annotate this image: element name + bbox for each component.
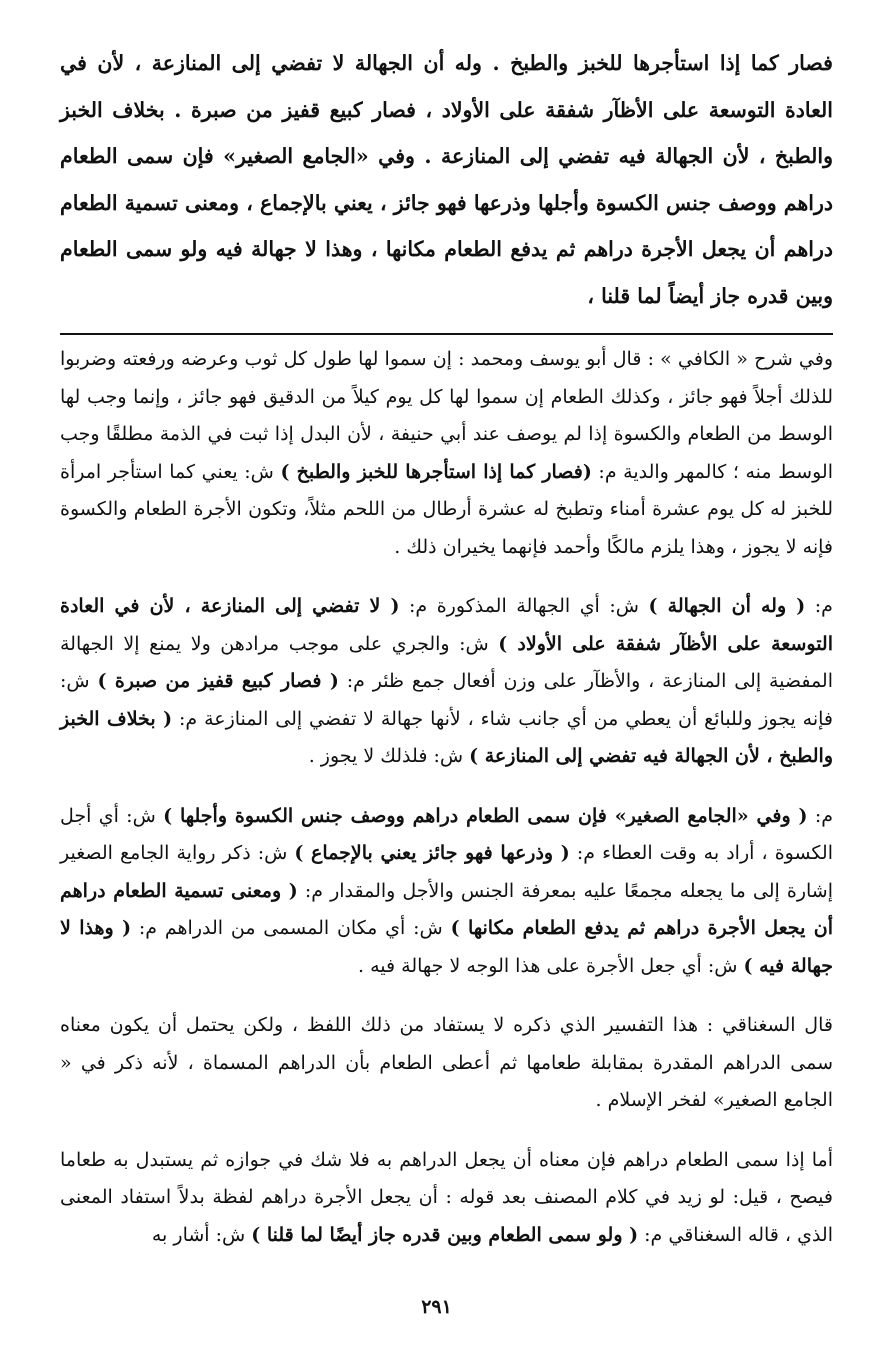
matn-quote: ( لا تفضي إلى المنازعة ، لأن في العادة التوسعة على الأظآر شفقة على الأولاد )	[60, 595, 833, 655]
book-page	[60, 40, 833, 1276]
matn-main-text: فصار كما إذا استأجرها للخبز والطبخ . وله أن الجهالة لا تفضي إلى المنازعة ، لأن في العادة التوسعة على الأظآر شفقة على الأولاد ، فصار كبيع قفيز من صبرة . بخلاف الخبز والطبخ ، لأن الجهالة فيه تفضي إلى المنازعة . وفي «الجامع الصغير» فإن سمى الطعام دراهم ووصف جنس الكسوة وأجلها وذرعها فهو جائز ، يعني بالإجماع ، ومعنى تسمية الطعام دراهم أن يجعل الأجرة دراهم ثم يدفع الطعام مكانها ، وهذا لا جهالة فيه ولو سمى الطعام وبين قدره جاز أيضاً لما قلنا ،	[60, 51, 833, 308]
matn-quote: ( ومعنى تسمية الطعام دراهم أن يجعل الأجرة دراهم ثم يدفع الطعام مكانها )	[60, 879, 833, 939]
matn-quote: ( بخلاف الخبز والطبخ ، لأن الجهالة فيه تفضي إلى المنازعة )	[60, 707, 833, 767]
commentary-text: م:	[814, 595, 833, 617]
commentary-paragraph-3	[60, 798, 833, 986]
matn-quote: ( ولو سمى الطعام وبين قدره جاز أيضًا لما قلنا )	[251, 1223, 639, 1246]
commentary-text: ش: فإنه يجوز وللبائع أن يعطي من أي جانب شاء ، لأنها جهالة لا تفضي إلى المنازعة م:	[60, 670, 833, 730]
matn-quote: (فصار كما إذا استأجرها للخبز والطبخ )	[280, 460, 592, 483]
commentary-text: م:	[814, 804, 833, 827]
commentary-text: ش: يعني كما استأجر امرأة للخبز له كل يوم عشرة أمناء وتطبخ له عشرة أرطال من اللحم مثلاً، وتكون الأجرة الطعام والكسوة فإنه لا يجوز ، وهذا يلزم مالكًا وأحمد فإنهما يخيران ذلك .	[60, 460, 833, 558]
commentary-paragraph-2	[60, 588, 833, 776]
commentary-text: ش: فلذلك لا يجوز .	[308, 745, 464, 767]
commentary-text: ش: والجري على موجب مرادهن ولا يمنع إلا الجهالة المفضية إلى المنازعة ، والأظآر على وزن أفعال جمع ظئر م:	[60, 632, 834, 692]
commentary-text: ش: أشار به	[151, 1223, 246, 1246]
commentary-text: ش: ذكر رواية الجامع الصغير إشارة إلى ما يجعله مجمعًا عليه بمعرفة الجنس والأجل والمقدار م:	[60, 842, 833, 902]
commentary-text: ش: أي مكان المسمى من الدراهم م:	[138, 917, 443, 939]
commentary-paragraph-4: قال السغناقي : هذا التفسير الذي ذكره لا يستفاد من ذلك اللفظ ، ولكن يحتمل أن يكون معناه سمى الدراهم المقدرة بمقابلة طعامها ثم أعطى الطعام بأن الدراهم المسماة ، لأنه ذكر في « الجامع الصغير» لفخر الإسلام .	[60, 1014, 833, 1111]
commentary-text: أما إذا سمى الطعام دراهم فإن معناه أن يجعل الدراهم به فلا شك في جوازه ثم يستبدل به طعاما فيصح ، قيل: لو زيد في كلام المصنف بعد قوله : أن يجعل الأجرة دراهم لفظة بدلاً استفاد المعنى الذي ، قاله السغناقي م:	[60, 1148, 833, 1246]
matn-quote: ( وفي «الجامع الصغير» فإن سمى الطعام دراهم ووصف جنس الكسوة وأجلها )	[163, 804, 808, 827]
commentary-text: وفي شرح « الكافي » : قال أبو يوسف ومحمد : إن سموا لها طول كل ثوب وعرضه ورفعته وضربوا للذلك أجلاً فهو جائز ، وكذلك الطعام إن سموا لها كل يوم كيلاً من الدقيق فهو جائز ، وإنما وجب لها الوسط من الطعام والكسوة إذا لم يوصف عند أبي حنيفة ، لأن البدل إذا ثبت في الذمة مطلقًا وجب الوسط منه ؛ كالمهر والدية م:	[60, 348, 833, 483]
matn-quote: ( وهذا لا جهالة فيه )	[60, 917, 833, 977]
commentary-text: ش: أي الجهالة المذكورة م:	[409, 595, 639, 617]
commentary-paragraph-5	[60, 1142, 833, 1255]
commentary-paragraph-1	[60, 341, 833, 566]
commentary-section	[60, 341, 833, 1254]
matn-quote: ( فصار كبيع قفيز من صبرة )	[97, 670, 339, 692]
matn-quote: ( وله أن الجهالة )	[648, 595, 806, 617]
commentary-text: ش: أي أجل الكسوة ، أراد به وقت العطاء م:	[60, 804, 833, 864]
section-divider	[60, 333, 833, 335]
page-number: ٢٩١	[421, 1296, 452, 1318]
matn-quote: ( وذرعها فهو جائز يعني بالإجماع )	[294, 842, 570, 864]
commentary-text: ش: أي جعل الأجرة على هذا الوجه لا جهالة فيه .	[358, 954, 738, 977]
